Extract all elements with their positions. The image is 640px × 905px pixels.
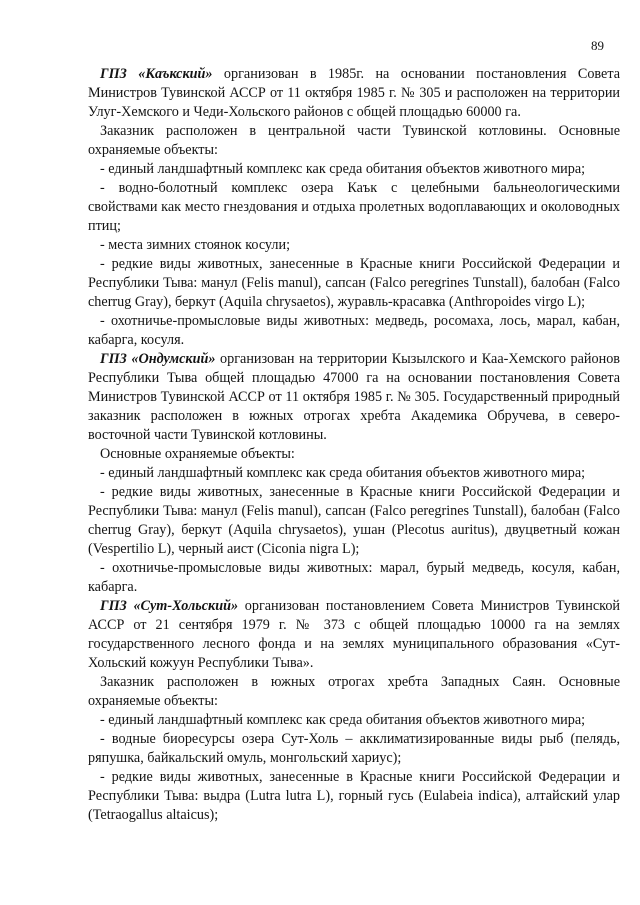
list-item: - единый ландшафтный комплекс как среда обитания объектов животного мира; (100, 465, 586, 481)
reserve-title-ondum: ГПЗ «Ондумский» (100, 351, 216, 367)
list-item: - единый ландшафтный комплекс как среда обитания объектов животного мира; (100, 161, 586, 177)
list-item: - водные биоресурсы озера Сут-Холь – акклиматизированные виды рыб (пелядь, ряпушка, байкальский омуль, монгольский хариус); (88, 731, 620, 766)
paragraph: Заказник расположен в центральной части Тувинской котловины. Основные охраняемые объекты: (88, 123, 620, 158)
list-item: - места зимних стоянок косули; (100, 237, 291, 253)
reserve-title-kaak: ГПЗ «Каъкский» (100, 66, 213, 82)
list-item: - редкие виды животных, занесенные в Красные книги Российской Федерации и Республики Тыва: манул (Felis manul), сапсан (Falco peregrines Tunstall), балобан (Falco cherrug Gray), беркут (Aquila chrysaetos), ушан (Plecotus auritus), двуцветный кожан (Vespertilio L), черный аист (Ciconia nigra L); (88, 484, 620, 557)
page-number: 89 (591, 38, 604, 53)
paragraph-text: организован в 1985г. на основании постановления Совета Министров Тувинской АССР от 11 октября 1985 г. № 305 и расположен на территории Улуг-Хемского и Чеди-Хольского районов с общей площадью 60000 га. (88, 66, 621, 120)
list-item: - единый ландшафтный комплекс как среда обитания объектов животного мира; (100, 712, 586, 728)
reserve-kaak-intro (88, 65, 620, 122)
paragraph-text: организован на территории Кызылского и Каа-Хемского районов Республики Тыва общей площадью 47000 га на основании постановления Совета Министров Тувинской АССР от 11 октября 1985 г. № 305. Государственный природный заказник расположен в южных отрогах хребта Академика Обручева, в северо-восточной части Тувинской котловины. (88, 351, 620, 443)
list-item: - водно-болотный комплекс озера Каък с целебными бальнеологическими свойствами как место гнездования и отдыха пролетных водоплавающих и околоводных птиц; (88, 180, 620, 234)
reserve-sut-khol-intro (88, 597, 620, 673)
list-item: - редкие виды животных, занесенные в Красные книги Российской Федерации и Республики Тыва: выдра (Lutra lutra L), горный гусь (Eulabeia indica), алтайский улар (Tetraogallus altaicus); (88, 769, 620, 823)
reserve-ondum-intro (88, 350, 620, 445)
list-item: - редкие виды животных, занесенные в Красные книги Российской Федерации и Республики Тыва: манул (Felis manul), сапсан (Falco peregrines Tunstall), балобан (Falco cherrug Gray), беркут (Aquila chrysaetos), журавль-красавка (Anthropoides virgo L); (88, 256, 620, 310)
reserve-title-sut-khol: ГПЗ «Сут-Хольский» (100, 598, 239, 614)
list-item: - охотничье-промысловые виды животных: медведь, росомаха, лось, марал, кабан, кабарга, косуля. (88, 313, 620, 348)
list-item: - охотничье-промысловые виды животных: марал, бурый медведь, косуля, кабан, кабарга. (88, 560, 620, 595)
body-text (88, 65, 620, 825)
paragraph: Основные охраняемые объекты: (100, 446, 295, 462)
paragraph: Заказник расположен в южных отрогах хребта Западных Саян. Основные охраняемые объекты: (88, 674, 620, 709)
paragraph-text: организован постановлением Совета Министров Тувинской АССР от 21 сентября 1979 г. № 373 с общей площадью 10000 га на землях государственного лесного фонда и на землях муниципального образования «Сут-Хольский кожуун Республики Тыва». (88, 598, 621, 671)
